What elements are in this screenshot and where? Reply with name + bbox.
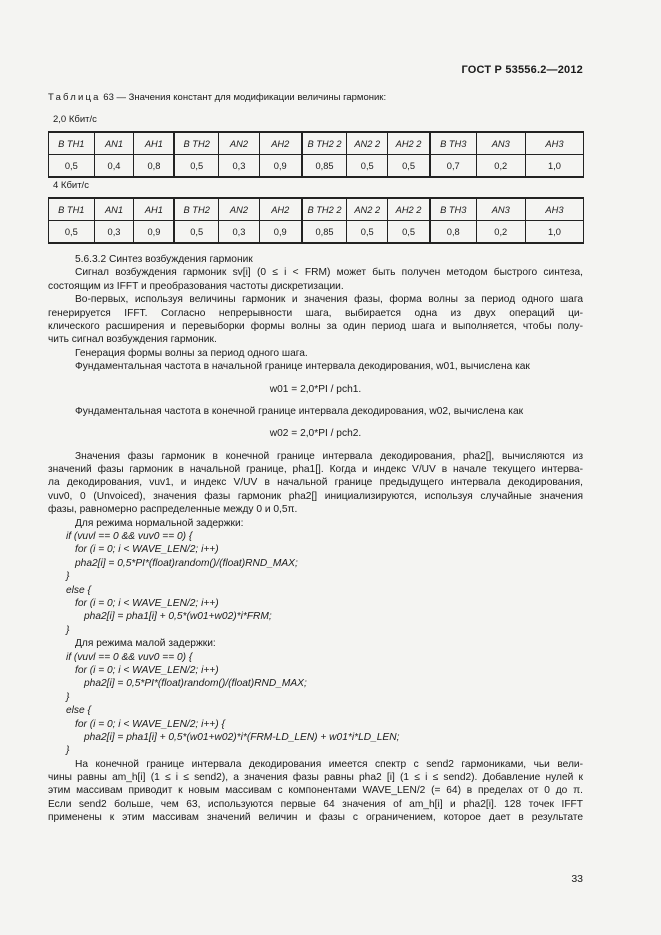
code-line: if (vuvl == 0 && vuv0 == 0) { <box>66 531 193 543</box>
table-header-cell: AH1 <box>134 198 174 221</box>
table-value-cell: 0,2 <box>476 221 525 244</box>
text-line: этим массивам приводит к новым массивам с компонентами WAVE_LEN/2 (= 64) в пределах от 0 до π. <box>48 785 583 797</box>
table-value-cell: 0,3 <box>94 221 134 244</box>
text-line: На конечной границе интервала декодирования имеется спектр с send2 гармониками, чьи вели- <box>75 758 583 770</box>
code-line: pha2[i] = pha1[i] + 0,5*(w01+w02)*i*FRM; <box>84 611 272 623</box>
table-header-cell: B TH2 <box>174 132 218 155</box>
table-value-cell: 0,3 <box>219 221 260 244</box>
table-value-cell: 0,2 <box>476 155 525 178</box>
table-header-cell: B TH3 <box>430 132 476 155</box>
constants-table-2 <box>48 197 584 244</box>
text-line: применены к этим массивам значений величин и фазы с ограничением, которое дает в результате <box>48 812 583 824</box>
code-line: pha2[i] = pha1[i] + 0,5*(w01+w02)*i*(FRM-LD_LEN) + w01*i*LD_LEN; <box>84 731 400 743</box>
table-value-cell: 0,9 <box>259 221 301 244</box>
table-header-cell: AN1 <box>94 198 134 221</box>
table-value-cell: 0,85 <box>302 221 347 244</box>
table-header-cell: AN3 <box>476 198 525 221</box>
blank-line <box>48 374 583 383</box>
table-value-cell: 0,85 <box>302 155 347 178</box>
table-value-cell: 0,5 <box>347 155 388 178</box>
table-header-cell: B TH2 2 <box>302 198 347 221</box>
code-line: for (i = 0; i < WAVE_LEN/2; i++) <box>75 597 219 609</box>
table-header-cell: AH2 <box>259 132 301 155</box>
table-value-cell: 0,3 <box>219 155 260 178</box>
table-header-cell: AN1 <box>94 132 134 155</box>
table-value-cell: 1,0 <box>525 221 583 244</box>
table-value-cell: 1,0 <box>525 155 583 178</box>
text-line: Если send2 больше, чем 63, используются первые 64 значения of am_h[i] и pha2[i]. 128 точек IFFT <box>48 798 583 810</box>
text-line: ла декодирования, vuv1, и индекс V/UV в начальной границе предыдущего интервала декодирования, <box>48 477 583 489</box>
code-line: } <box>66 571 70 583</box>
blank-line <box>48 418 583 427</box>
code-line: pha2[i] = 0,5*PI*(float)random()/(float)RND_MAX; <box>84 678 307 690</box>
table-header-cell: B TH2 2 <box>302 132 347 155</box>
code-line: } <box>66 691 70 703</box>
table-header-cell: AN2 2 <box>347 132 388 155</box>
page-number: 33 <box>571 873 583 885</box>
table-1-rate: 2,0 Кбит/с <box>53 114 97 125</box>
table-value-cell: 0,5 <box>49 155 95 178</box>
text-line: клического расширения и перевыборки формы волны за один период шага и выполняется, чтобы полу- <box>48 320 583 332</box>
table-value-cell: 0,5 <box>174 155 218 178</box>
table-value-cell: 0,8 <box>430 221 476 244</box>
code-line: if (vuvl == 0 && vuv0 == 0) { <box>66 651 193 663</box>
body-text <box>48 253 583 825</box>
table-header-cell: AH2 2 <box>388 198 430 221</box>
text-line: 5.6.3.2 Синтез возбуждения гармоник <box>75 254 253 265</box>
text-line: чить сигнал возбуждения гармоник. <box>48 334 217 346</box>
constants-table-1 <box>48 131 584 178</box>
code-line: else { <box>66 584 91 596</box>
text-line: Значения фазы гармоник в конечной границе интервала декодирования, pha2[], вычисляются из <box>75 450 583 462</box>
code-line: } <box>66 624 70 636</box>
table-value-cell: 0,5 <box>388 155 430 178</box>
text-line: Для режима малой задержки: <box>75 638 216 650</box>
text-line: Генерация формы волны за период одного шага. <box>75 347 308 359</box>
table-value-cell: 0,5 <box>347 221 388 244</box>
text-line: Фундаментальная частота в начальной границе интервала декодирования, w01, вычислена как <box>75 361 530 373</box>
table-header-cell: AH2 2 <box>388 132 430 155</box>
text-line: vuv0, 0 (Unvoiced), значения фазы гармоник pha2[] инициализируются, используя случайные значения <box>48 490 583 502</box>
table-value-cell: 0,5 <box>49 221 95 244</box>
table-value-cell: 0,5 <box>174 221 218 244</box>
table-header-cell: AH1 <box>134 132 174 155</box>
equation: w01 = 2,0*PI / pch1. <box>269 383 362 395</box>
table-2-rate: 4 Кбит/с <box>53 180 89 191</box>
table-header-cell: AH2 <box>259 198 301 221</box>
table-header-cell: AN3 <box>476 132 525 155</box>
text-line: фазы, равномерно распределенные между 0 и 0,5π. <box>48 504 298 516</box>
code-line: for (i = 0; i < WAVE_LEN/2; i++) { <box>75 718 225 730</box>
table-value-cell: 0,5 <box>388 221 430 244</box>
code-line: for (i = 0; i < WAVE_LEN/2; i++) <box>75 544 219 556</box>
table-caption <box>48 92 386 103</box>
caption-text: 63 — Значения констант для модификации величины гармоник: <box>100 92 387 103</box>
table-header-cell: AN2 2 <box>347 198 388 221</box>
blank-line <box>48 441 583 450</box>
code-line: else { <box>66 705 91 717</box>
text-line: Для режима нормальной задержки: <box>75 517 244 529</box>
code-line: } <box>66 745 70 757</box>
table-value-cell: 0,9 <box>134 221 174 244</box>
equation: w02 = 2,0*PI / pch2. <box>269 428 362 440</box>
table-header-cell: AN2 <box>219 132 260 155</box>
table-header-cell: AN2 <box>219 198 260 221</box>
table-header-cell: AH3 <box>525 132 583 155</box>
table-header-cell: AH3 <box>525 198 583 221</box>
text-line: Фундаментальная частота в конечной границе интервала декодирования, w02, вычислена как <box>75 405 524 417</box>
table-header-cell: B TH3 <box>430 198 476 221</box>
code-line: pha2[i] = 0,5*PI*(float)random()/(float)RND_MAX; <box>75 557 298 569</box>
caption-label: Таблица <box>48 92 101 103</box>
table-header-cell: B TH1 <box>49 132 95 155</box>
table-value-cell: 0,4 <box>94 155 134 178</box>
document-header: ГОСТ Р 53556.2—2012 <box>461 64 583 76</box>
table-header-cell: B TH2 <box>174 198 218 221</box>
code-line: for (i = 0; i < WAVE_LEN/2; i++) <box>75 664 219 676</box>
text-line: Сигнал возбуждения гармоник sv[i] (0 ≤ i < FRM) может быть получен методом быстрого синтеза, <box>75 267 583 279</box>
table-value-cell: 0,7 <box>430 155 476 178</box>
blank-line <box>48 396 583 405</box>
text-line: состоящим из IFFT и преобразования частоты дискретизации. <box>48 280 344 292</box>
text-line: Во-первых, используя величины гармоник и значения фазы, форма волны за период одного шага <box>75 294 583 306</box>
text-line: значений фазы гармоник в начальной границе, pha1[]. Когда и индекс V/UV в начале текущего интерва- <box>48 464 583 476</box>
text-line: генерируется IFFT. Согласно непрерывности шага, выбирается одна из двух операций ци- <box>48 307 583 319</box>
table-value-cell: 0,8 <box>134 155 174 178</box>
table-header-cell: B TH1 <box>49 198 95 221</box>
text-line: чины равны am_h[i] (1 ≤ i ≤ send2), а значения фазы равны pha2 [i] (1 ≤ i ≤ send2). Добавление нулей к <box>48 772 583 784</box>
table-value-cell: 0,9 <box>259 155 301 178</box>
